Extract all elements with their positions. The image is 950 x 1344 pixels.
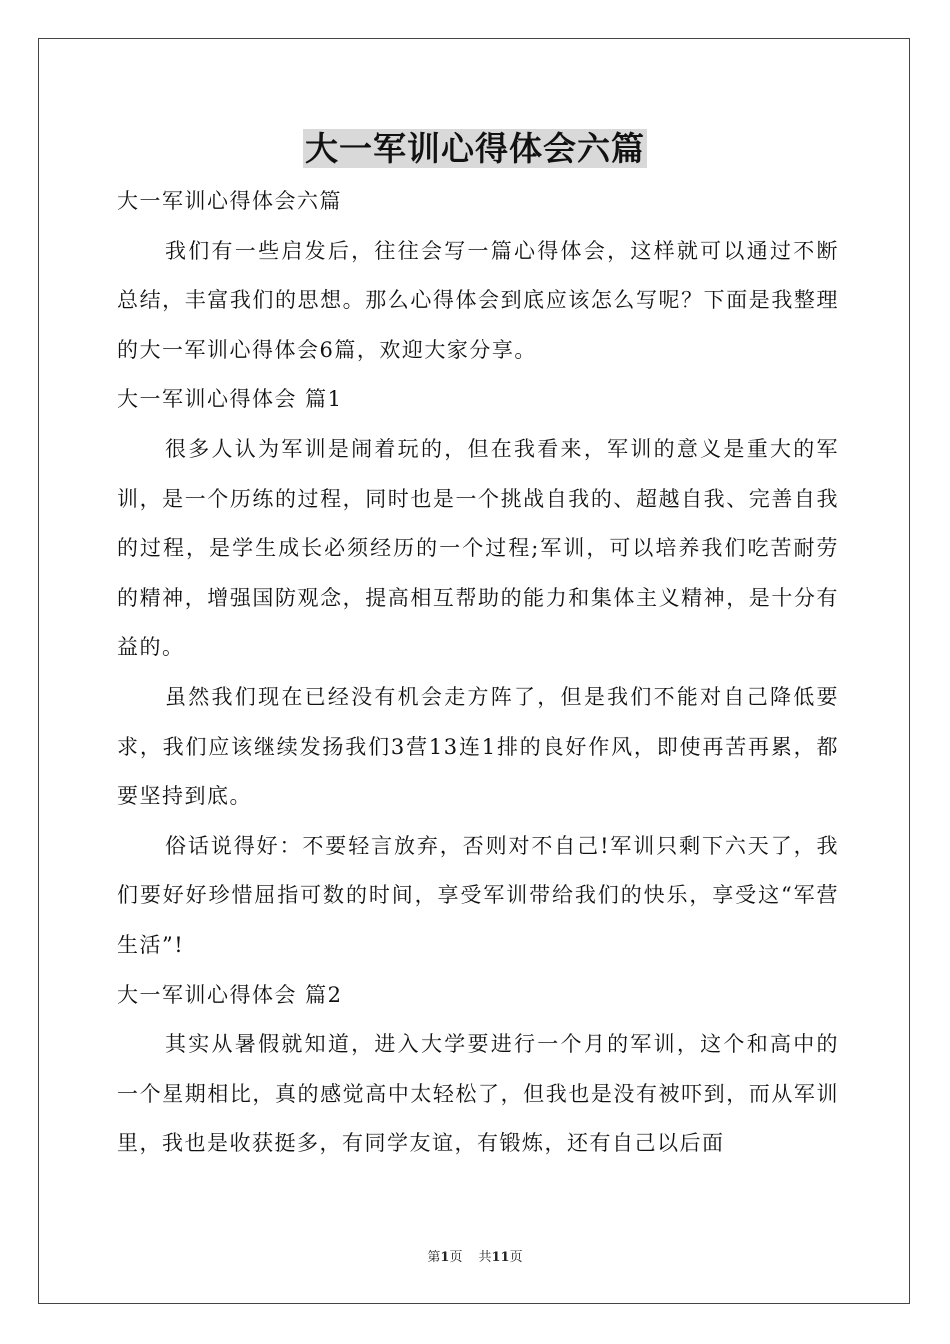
section-1-paragraph-2: 虽然我们现在已经没有机会走方阵了，但是我们不能对自己降低要求，我们应该继续发扬我们3营13连1排的良好作风，即使再苦再累，都要坚持到底。 (117, 684, 839, 809)
document-subtitle: 大一军训心得体会六篇 (117, 189, 342, 213)
section-1-paragraph-3: 俗话说得好：不要轻言放弃，否则对不自己!军训只剩下六天了，我们要好好珍惜屈指可数的时间，享受军训带给我们的快乐，享受这“军营生活”! (117, 833, 839, 957)
total-suffix: 页 (509, 1250, 523, 1265)
section-1-paragraph-1: 很多人认为军训是闹着玩的，但在我看来，军训的意义是重大的军训，是一个历练的过程，同时也是一个挑战自我的、超越自我、完善自我的过程，是学生成长必须经历的一个过程;军训，可以培养我们吃苦耐劳的精神，增强国防观念，提高相互帮助的能力和集体主义精神，是十分有益的。 (117, 436, 839, 660)
section-2-paragraph-1: 其实从暑假就知道，进入大学要进行一个月的军训，这个和高中的一个星期相比，真的感觉高中太轻松了，但我也是没有被吓到，而从军训里，我也是收获挺多，有同学友谊，有锻炼，还有自己以后面 (117, 1032, 839, 1156)
page-suffix: 页 (449, 1250, 463, 1265)
page-total: 11 (491, 1250, 510, 1265)
page-footer (0, 1246, 950, 1265)
intro-paragraph: 我们有一些启发后，往往会写一篇心得体会，这样就可以通过不断总结，丰富我们的思想。那么心得体会到底应该怎么写呢？下面是我整理的大一军训心得体会6篇，欢迎大家分享。 (117, 238, 839, 362)
document-body (117, 177, 839, 1169)
page-current: 1 (440, 1250, 450, 1265)
section-1-heading: 大一军训心得体会 篇1 (117, 387, 343, 412)
document-title (0, 128, 950, 170)
section-2-heading: 大一军训心得体会 篇2 (117, 982, 343, 1007)
total-prefix: 共 (478, 1250, 492, 1265)
page-prefix: 第 (427, 1250, 441, 1265)
document-title-text: 大一军训心得体会六篇 (305, 129, 645, 168)
